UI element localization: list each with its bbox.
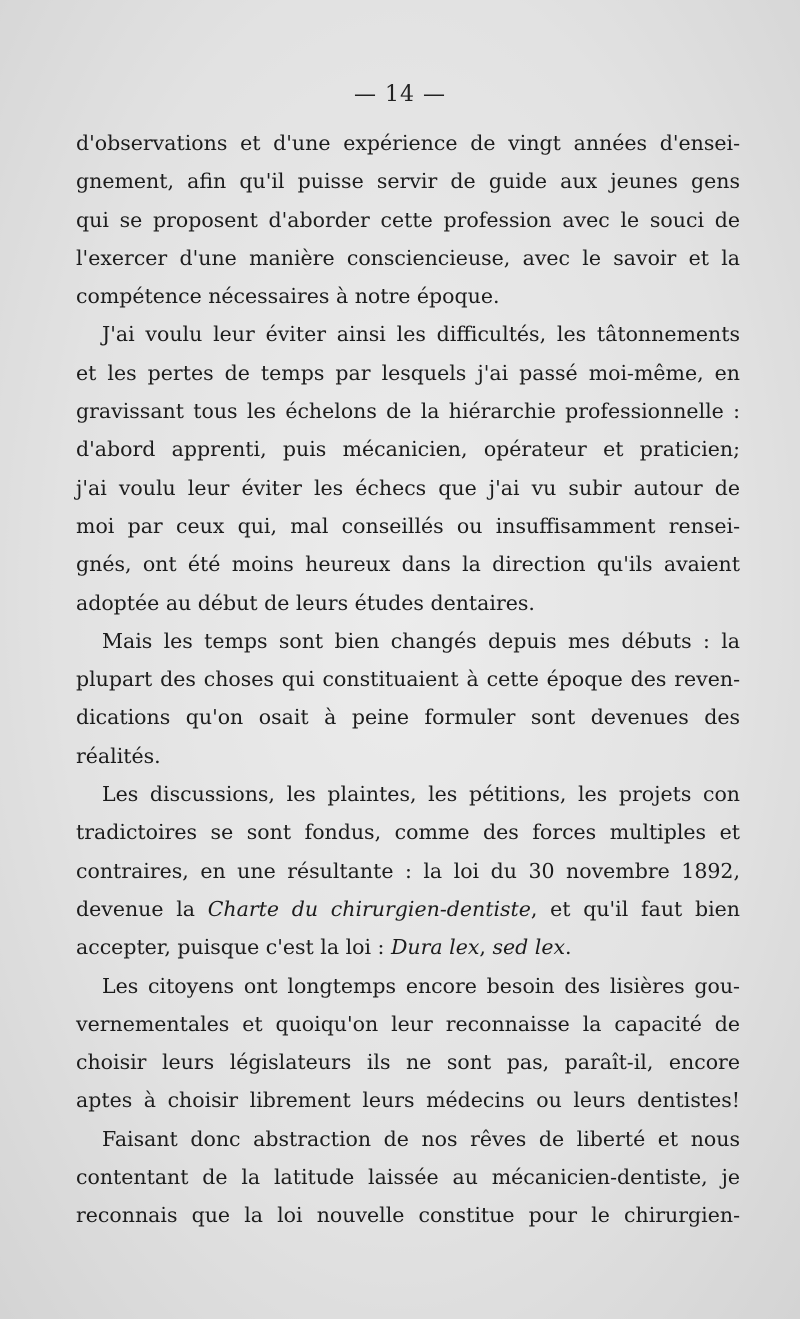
italic-phrase: Dura lex [390, 935, 480, 960]
text-line [76, 890, 740, 928]
text-line: vernementales et quoiqu'on leur reconnaisse la capacité de [76, 1011, 740, 1036]
text-line: J'ai voulu leur éviter ainsi les difficultés, les tâtonnements [102, 322, 740, 347]
text-line: Les citoyens ont longtemps encore besoin des lisières gou- [102, 973, 740, 998]
text-line: qui se proposent d'aborder cette profession avec le souci de [76, 207, 740, 232]
text-fragment: , et qu'il faut bien [530, 896, 740, 921]
text-fragment: accepter, puisque c'est la loi : [76, 935, 391, 960]
text-line: contentant de la latitude laissée au mécanicien-dentiste, je [76, 1165, 740, 1190]
text-line: réalités. [76, 743, 161, 768]
paragraph-4 [76, 775, 740, 966]
text-line: choisir leurs législateurs ils ne sont pas, paraît-il, encore [76, 1050, 740, 1075]
text-line: aptes à choisir librement leurs médecins ou leurs dentistes! [76, 1088, 740, 1113]
text-line: et les pertes de temps par lesquels j'ai passé moi-même, en [76, 360, 740, 385]
text-line: adoptée au début de leurs études dentaires. [76, 590, 535, 615]
paragraph-1 [76, 124, 740, 315]
text-line: j'ai voulu leur éviter les échecs que j'ai vu subir autour de [76, 475, 740, 500]
text-fragment: . [565, 935, 572, 960]
text-line: moi par ceux qui, mal conseillés ou insuffisamment rensei- [76, 513, 740, 538]
text-line: Faisant donc abstraction de nos rêves de liberté et nous [102, 1126, 740, 1151]
paragraph-5 [76, 967, 740, 1120]
text-line: gnés, ont été moins heureux dans la direction qu'ils avaient [76, 552, 740, 577]
text-line: contraires, en une résultante : la loi du 30 novembre 1892, [76, 858, 740, 883]
text-fragment: , [479, 935, 493, 960]
paragraph-6 [76, 1120, 740, 1235]
text-line: compétence nécessaires à notre époque. [76, 284, 500, 309]
text-line: gnement, afin qu'il puisse servir de guide aux jeunes gens [76, 169, 740, 194]
paragraph-3 [76, 622, 740, 775]
paragraph-2 [76, 315, 740, 621]
page-number: — 14 — [354, 82, 446, 107]
text-line: dications qu'on osait à peine formuler sont devenues des [76, 705, 740, 730]
text-line: d'abord apprenti, puis mécanicien, opérateur et praticien; [76, 437, 740, 462]
page-body [76, 124, 740, 1235]
text-fragment: devenue la [76, 896, 208, 921]
text-line: l'exercer d'une manière consciencieuse, avec le savoir et la [76, 245, 740, 270]
text-line: gravissant tous les échelons de la hiérarchie professionnelle : [76, 399, 740, 424]
text-line: plupart des choses qui constituaient à cette époque des reven- [76, 667, 740, 692]
text-line: reconnais que la loi nouvelle constitue pour le chirurgien- [76, 1203, 740, 1228]
text-line: d'observations et d'une expérience de vingt années d'ensei- [76, 131, 740, 155]
text-line: Mais les temps sont bien changés depuis mes débuts : la [102, 628, 740, 653]
italic-title: Charte du chirurgien-dentiste [207, 896, 531, 921]
text-line: Les discussions, les plaintes, les pétitions, les projets con [102, 782, 740, 807]
italic-phrase: sed lex [492, 935, 566, 960]
text-line: tradictoires se sont fondus, comme des forces multiples et [76, 820, 740, 845]
text-line [76, 928, 740, 966]
